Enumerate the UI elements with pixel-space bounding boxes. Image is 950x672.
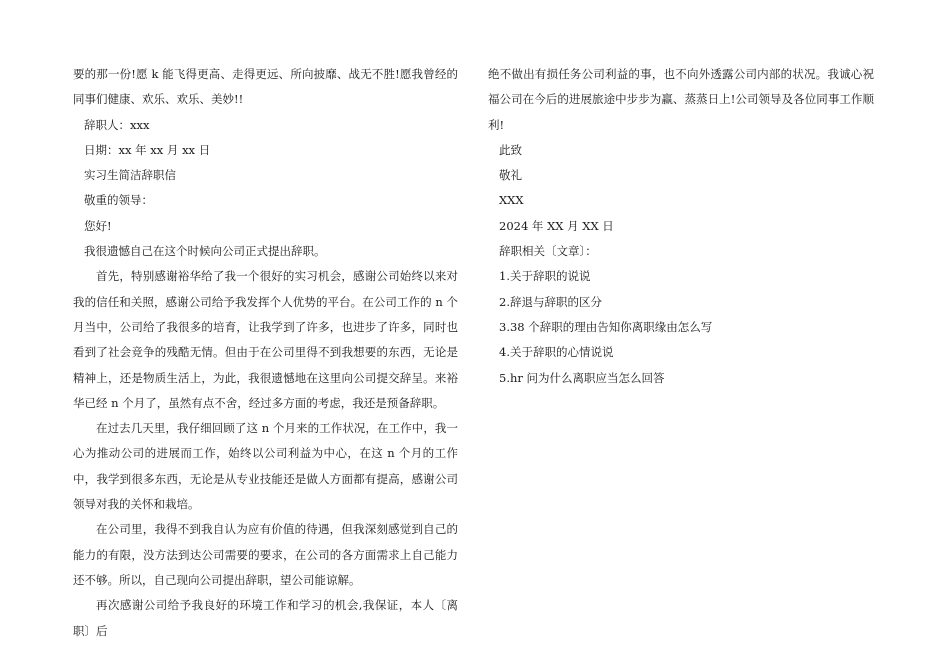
salutation: 敬重的领导： <box>84 193 153 208</box>
left-column <box>73 62 458 644</box>
paragraph-thanks: 首先，特别感谢裕华给了我一个很好的实习机会，感谢公司始终以来对我的信任和关照，感谢公司给予我发挥个人优势的平台。在公司工作的 n 个月当中，公司给了我很多的培育，让我学到了许多，也进步了许多，同时也看到了社会竞争的残酷无情。但由于在公司里得不到我想要的东西，无论是精神上，还是物质生活上，为此，我很遗憾地在这里向公司提交辞呈。来裕华已经 n 个月了，虽然有点不舍，经过多方面的考虑，我还是预备辞职。 <box>73 269 458 410</box>
paragraph-intro: 我很遗憾自己在这个时候向公司正式提出辞职。 <box>84 244 326 259</box>
signature-date: 2024 年 XX 月 XX 日 <box>499 218 614 233</box>
paragraph-guarantee: 再次感谢公司给予我良好的环境工作和学习的机会,我保证，本人〔离职〕后 <box>73 598 458 638</box>
closing-jingli: 敬礼 <box>499 168 522 183</box>
signature-name: XXX <box>499 193 524 208</box>
date-line: 日期：xx 年 xx 月 xx 日 <box>84 142 211 157</box>
related-articles-heading: 辞职相关〔文章〕： <box>499 244 597 259</box>
related-article-item[interactable]: 3.38 个辞职的理由告知你离职缘由怎么写 <box>499 319 713 334</box>
letter-title: 实习生简洁辞职信 <box>84 168 176 183</box>
paragraph-closing-wish: 要的那一份!愿 k 能飞得更高、走得更远、所向披靡、战无不胜!愿我曾经的同事们健康、欢乐、欢乐、美妙!! <box>73 67 458 107</box>
related-article-item[interactable]: 4.关于辞职的心情说说 <box>499 345 614 360</box>
greeting: 您好! <box>84 218 112 233</box>
closing-cizhi: 此致 <box>499 142 522 157</box>
paragraph-ability: 在公司里，我得不到我自认为应有价值的待遇，但我深刻感觉到自己的能力的有限，没方法到达公司需要的要求，在公司的各方面需求上自己能力还不够。所以，自己现向公司提出辞职，望公司能谅解。 <box>73 522 458 587</box>
paragraph-guarantee-cont: 绝不做出有损任务公司利益的事，也不向外透露公司内部的状况。我诚心祝福公司在今后的进展旅途中步步为赢、蒸蒸日上!公司领导及各位同事工作顺利! <box>488 67 874 132</box>
right-column <box>488 62 874 391</box>
paragraph-review: 在过去几天里，我仔细回顾了这 n 个月来的工作状况，在工作中，我一心为推动公司的进展而工作，始终以公司利益为中心，在这 n 个月的工作中，我学到很多东西，无论是从专业技能还是做人方面都有提高，感谢公司领导对我的关怀和栽培。 <box>73 421 458 512</box>
related-article-item[interactable]: 5.hr 问为什么离职应当怎么回答 <box>499 370 665 385</box>
resigner-line: 辞职人：xxx <box>84 117 150 132</box>
related-article-item[interactable]: 2.辞退与辞职的区分 <box>499 294 602 309</box>
related-article-item[interactable]: 1.关于辞职的说说 <box>499 269 591 284</box>
